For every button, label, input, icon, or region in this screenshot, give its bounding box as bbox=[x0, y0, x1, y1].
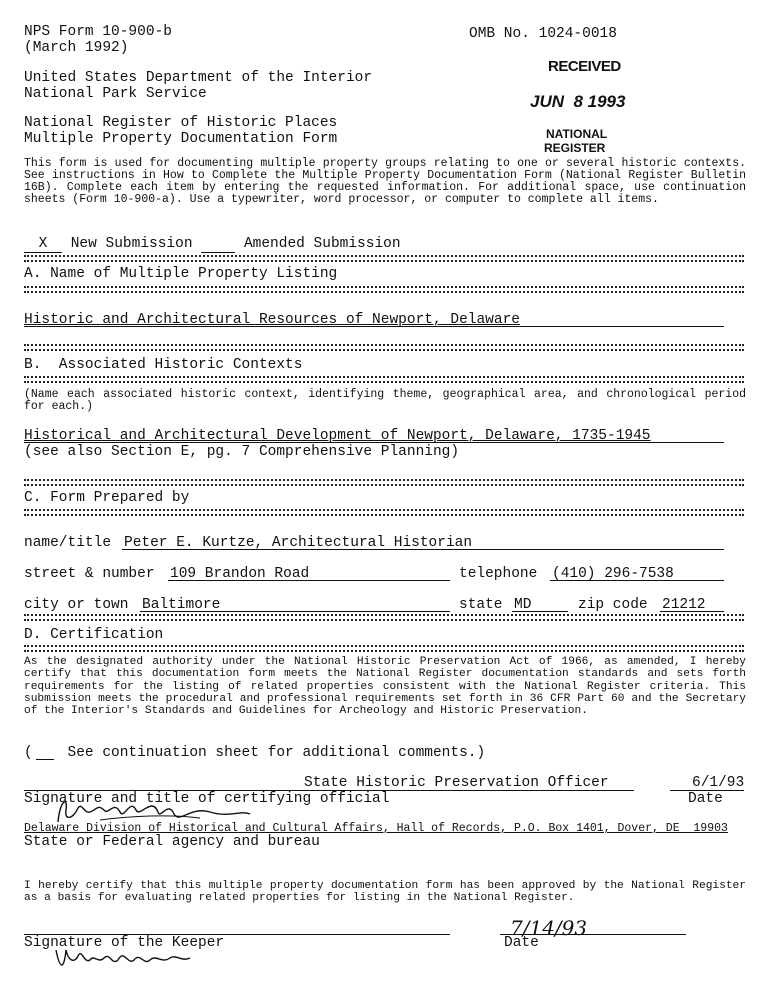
new-submission-label: New Submission bbox=[70, 236, 193, 252]
rule bbox=[24, 614, 744, 621]
form-title: Multiple Property Documentation Form bbox=[24, 131, 338, 147]
city-line bbox=[140, 611, 450, 612]
street-label: street & number bbox=[24, 566, 155, 582]
name-title-value: Peter E. Kurtze, Architectural Historian bbox=[124, 535, 473, 551]
section-c-heading: C. Form Prepared by bbox=[24, 490, 190, 506]
state-label: state bbox=[459, 597, 503, 613]
section-b-instruction: (Name each associated historic context, identifying theme, geographical area, and chronological period for each.) bbox=[24, 388, 746, 413]
agency-value: Delaware Division of Historical and Cultural Affairs, Hall of Records, P.O. Box 1401, Dover, DE 19903 bbox=[24, 822, 728, 835]
stamp-received: RECEIVED bbox=[548, 58, 621, 75]
omb-number: OMB No. 1024-0018 bbox=[469, 26, 617, 42]
stamp-date: JUN 8 1993 bbox=[530, 92, 626, 111]
officer-title: State Historic Preservation Officer bbox=[304, 775, 609, 791]
rule bbox=[24, 255, 744, 262]
certification-text: As the designated authority under the National Historic Preservation Act of 1966, as amended, I hereby certify that this documentation form meets the National Register documentation standards and sets forth requirements for the listing of related properties consistent with the National Register criteria. This submission meets the procedural and professional requirements set forth in 36 CFR Part 60 and the Secretary of the Interior's Standards and Guidelines for Archeology and Historic Preservation. bbox=[24, 656, 746, 718]
state-value: MD bbox=[514, 597, 532, 613]
telephone-label: telephone bbox=[459, 566, 538, 582]
amended-submission-mark bbox=[201, 236, 235, 253]
rule bbox=[24, 479, 744, 486]
officer-date: 6/1/93 bbox=[692, 775, 745, 791]
state-line bbox=[512, 611, 568, 612]
department: United States Department of the Interior bbox=[24, 70, 373, 86]
rule bbox=[24, 645, 744, 652]
zip-label: zip code bbox=[578, 597, 648, 613]
rule bbox=[24, 344, 744, 351]
section-b-line bbox=[24, 442, 724, 443]
rule bbox=[24, 376, 744, 383]
agency-label: State or Federal agency and bureau bbox=[24, 834, 320, 850]
new-submission-mark: X bbox=[24, 236, 62, 253]
stamp-line1: NATIONAL bbox=[546, 127, 608, 141]
name-title-label: name/title bbox=[24, 535, 112, 551]
keeper-date: 7/14/93 bbox=[510, 916, 588, 940]
section-a-heading: A. Name of Multiple Property Listing bbox=[24, 266, 338, 282]
certifying-signature-label: Signature and title of certifying official bbox=[24, 791, 390, 807]
zip-line bbox=[660, 611, 724, 612]
telephone-value: (410) 296-7538 bbox=[552, 566, 674, 582]
keeper-text: I hereby certify that this multiple property documentation form has been approved by the National Register as a basis for evaluating related properties for listing in the National Register. bbox=[24, 880, 746, 905]
service: National Park Service bbox=[24, 86, 207, 102]
amended-submission-label: Amended Submission bbox=[243, 236, 401, 252]
street-value: 109 Brandon Road bbox=[170, 566, 310, 582]
keeper-signature-label: Signature of the Keeper bbox=[24, 935, 225, 951]
certifying-date-label: Date bbox=[688, 791, 723, 807]
zip-value: 21212 bbox=[662, 597, 706, 613]
name-title-line bbox=[122, 549, 724, 550]
section-a-line bbox=[24, 326, 724, 327]
stamp-line2: REGISTER bbox=[544, 141, 606, 155]
continuation-note: ( See continuation sheet for additional comments.) bbox=[24, 745, 486, 761]
intro-text: This form is used for documenting multiple property groups relating to one or several historic contexts. See instructions in How to Complete the Multiple Property Documentation Form (National Register Bulletin 16B). Complete each item by entering the requested information. For additional space, use continuation sheets (Form 10-900-a). Use a typewriter, word processor, or computer to complete all items. bbox=[24, 157, 746, 206]
rule bbox=[24, 286, 744, 293]
section-a-value: Historic and Architectural Resources of Newport, Delaware bbox=[24, 312, 520, 328]
city-value: Baltimore bbox=[142, 597, 221, 613]
section-b-note: (see also Section E, pg. 7 Comprehensive Planning) bbox=[24, 444, 460, 460]
city-label: city or town bbox=[24, 597, 129, 613]
telephone-line bbox=[550, 580, 724, 581]
section-d-heading: D. Certification bbox=[24, 627, 164, 643]
submission-line bbox=[24, 236, 401, 253]
form-date: (March 1992) bbox=[24, 40, 129, 56]
rule bbox=[24, 509, 744, 516]
section-b-heading: B. Associated Historic Contexts bbox=[24, 357, 303, 373]
register-title: National Register of Historic Places bbox=[24, 115, 338, 131]
section-b-value: Historical and Architectural Development of Newport, Delaware, 1735-1945 bbox=[24, 428, 651, 444]
street-line bbox=[168, 580, 450, 581]
form-number: NPS Form 10-900-b bbox=[24, 24, 172, 40]
keeper-date-label: Date bbox=[504, 935, 539, 951]
